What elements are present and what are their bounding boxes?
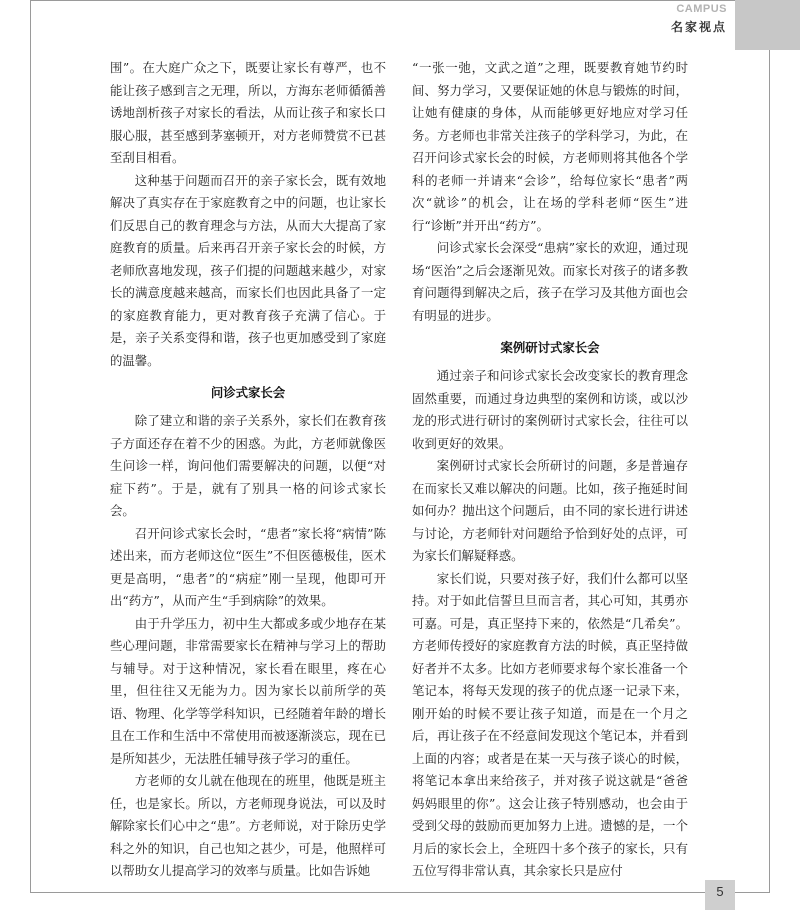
paragraph: 问诊式家长会深受“患病”家长的欢迎，通过现场“医治”之后会逐渐见效。而家长对孩子的诸多教育问题得到解决之后，孩子在学习及其他方面也会有明显的进步。 xyxy=(412,240,688,323)
paragraph: “一张一弛，文武之道”之理，既要教育她节约时间、努力学习，又要保证她的休息与锻炼的时间，让她有健康的身体，从而能够更好地应对学习任务。方老师也非常关注孩子的学科学习，为此，在召开问诊式家长会的时候，方老师则将其他各个学科的老师一并请来“会诊”，给每位家长“患者”两次“就诊”的机会，让在场的学科老师“医生”进行“诊断”并开出“药方”。 xyxy=(412,60,688,233)
paragraph: 这种基于问题而召开的亲子家长会，既有效地解决了真实存在于家庭教育之中的问题，也让家长们反思自己的教育理念与方法，从而大大提高了家庭教育的质量。后来再召开亲子家长会的时候，方老师欣喜地发现，孩子们提的问题越来越少，对家长的满意度越来越高，而家长们也因此具备了一定的家庭教育能力，更对教育孩子充满了信心。于是，亲子关系变得和谐，孩子也更加感受到了家庭的温馨。 xyxy=(110,172,386,368)
section-title: 名家视点 xyxy=(670,20,727,34)
page-number: 5 xyxy=(716,884,724,899)
magazine-name: CAMPUS xyxy=(676,3,727,15)
paragraph: 案例研讨式家长会所研讨的问题，多是普遍存在而家长又难以解决的问题。比如，孩子拖延时间如何办？抛出这个问题后，由不同的家长进行讲述与讨论，方老师针对问题给予恰到好处的点评，可为家长们解疑释惑。 xyxy=(412,458,688,563)
paragraph: 除了建立和谐的亲子关系外，家长们在教育孩子方面还存在着不少的困惑。为此，方老师就像医生问诊一样，询问他们需要解决的问题，以便“对症下药”。于是，就有了别具一格的问诊式家长会。 xyxy=(110,413,386,518)
paragraph: 方老师的女儿就在他现在的班里，他既是班主任，也是家长。所以，方老师现身说法，可以及时解除家长们心中之“患”。方老师说，对于除历史学科之外的知识，自己也知之甚少，可是，他照样可以帮助女儿提高学习的效率与质量。比如告诉她 xyxy=(110,773,386,878)
paragraph: 家长们说，只要对孩子好，我们什么都可以坚持。对于如此信誓旦旦而言者，其心可知，其勇亦可嘉。可是，真正坚持下来的，依然是“几希矣”。方老师传授好的家庭教育方法的时候，真正坚持做好者并不太多。比如方老师要求每个家长准备一个笔记本，将每天发现的孩子的优点逐一记录下来，刚开始的时候不要让孩子知道，而是在一个月之后，再让孩子在不经意间发现这个笔记本，并看到上面的内容；或者是在某一天与孩子谈心的时候，将笔记本拿出来给孩子，并对孩子说这就是“爸爸妈妈眼里的你”。这会让孩子特别感动，也会由于受到父母的鼓励而更加努力上进。遗憾的是，一个月后的家长会上，全班四十多个孩子的家长，只有五位写得非常认真，其余家长只是应付 xyxy=(412,570,688,878)
paragraph: 通过亲子和问诊式家长会改变家长的教育理念固然重要，而通过身边典型的案例和访谈，或以沙龙的形式进行研讨的案例研讨式家长会，往往可以收到更好的效果。 xyxy=(412,368,688,451)
paragraph: 召开问诊式家长会时，“患者”家长将“病情”陈述出来，而方老师这位“医生”不但医德极佳，医术更是高明，“患者”的“病症”刚一呈现，他即可开出“药方”，从而产生“手到病除”的效果。 xyxy=(110,525,386,608)
paragraph: 围”。在大庭广众之下，既要让家长有尊严，也不能让孩子感到言之无理，所以，方海东老师循循善诱地剖析孩子对家长的看法，从而让孩子和家长口服心服，甚至感到茅塞顿开，对方老师赞赏不已甚至刮目相看。 xyxy=(110,60,386,165)
header-rule xyxy=(30,0,735,1)
right-column xyxy=(412,57,688,883)
paragraph: 由于升学压力，初中生大都或多或少地存在某些心理问题，非常需要家长在精神与学习上的帮助与辅导。对于这种情况，家长看在眼里，疼在心里，但往往又无能为力。因为家长以前所学的英语、物理、化学等学科知识，已经随着年龄的增长且在工作和生活中不常使用而被逐渐淡忘，现在已是所知甚少，无法胜任辅导孩子学习的重任。 xyxy=(110,615,386,766)
left-column xyxy=(110,57,386,883)
section-heading: 案例研讨式家长会 xyxy=(500,340,600,355)
section-heading: 问诊式家长会 xyxy=(210,385,286,400)
header-tab xyxy=(735,0,800,50)
